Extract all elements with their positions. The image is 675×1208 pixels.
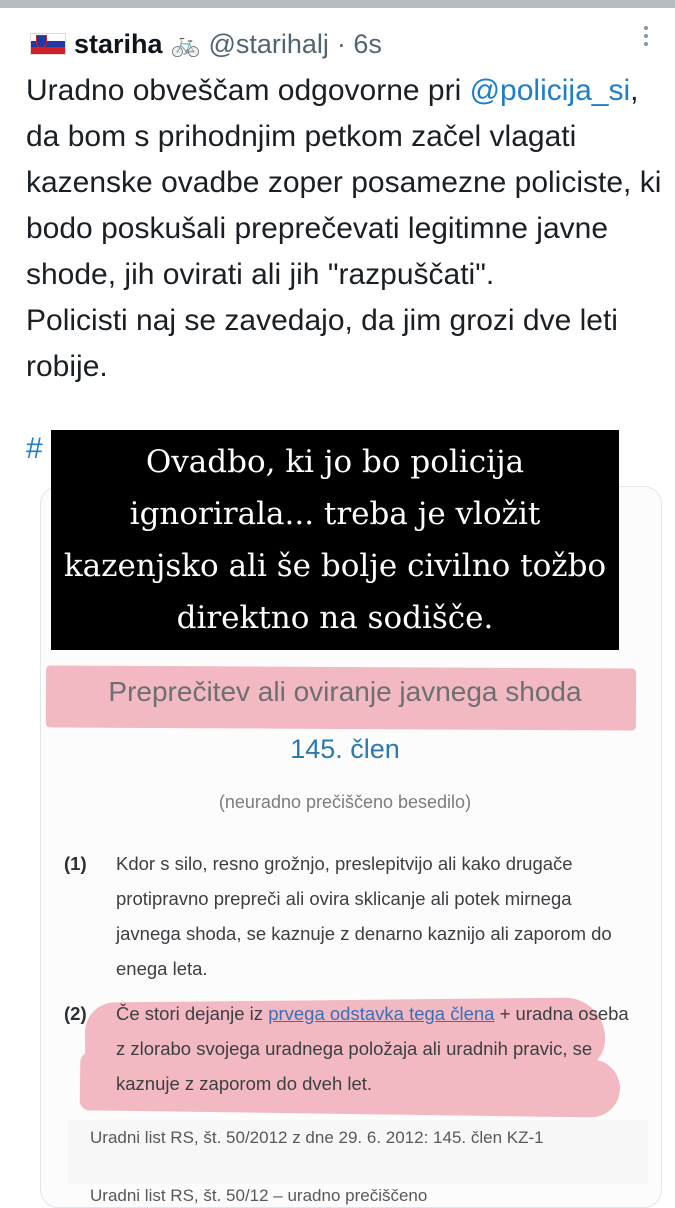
- reference-note: Uradni list RS, št. 50/2012 z dne 29. 6. 2012: 145. člen KZ-1: [68, 1120, 648, 1184]
- tweet-text-part: , da bom s prihodnjim petkom začel vlagati kazenske ovadbe zoper posamezne policiste, ki bodo poskušali preprečevati legitimne javne shode, jih ovirati ali jih "razpuščati".: [26, 74, 662, 291]
- article-number: 145. člen: [290, 734, 400, 764]
- slovenian-flag-icon: [30, 33, 66, 55]
- bicycle-icon: 🚲: [170, 30, 201, 58]
- tweet-paragraph-2: Policisti naj se zavedajo, da jim grozi dve leti robije.: [26, 304, 618, 383]
- display-name[interactable]: stariha: [74, 28, 163, 59]
- paragraph-number: (1): [64, 853, 87, 874]
- hashtag-link[interactable]: #: [26, 432, 43, 465]
- document-title: Preprečitev ali oviranje javnega shoda: [108, 676, 582, 707]
- paragraph-text: [116, 996, 636, 1101]
- tweet-paragraph-1: [26, 68, 666, 298]
- tweet-text-part: Uradno obveščam odgovorne pri: [26, 74, 470, 107]
- mention-link[interactable]: @policija_si: [469, 74, 631, 107]
- user-handle[interactable]: @starihalj: [208, 28, 329, 59]
- tweet-time[interactable]: · 6s: [336, 28, 382, 59]
- tweet-text: [26, 68, 666, 390]
- caption-overlay: Ovadbo, ki jo bo policija ignorirala... treba je vložit kazenjsko ali še bolje civilno tožbo direktno na sodišče.: [51, 430, 619, 650]
- paragraph-2: [64, 996, 629, 1106]
- document-subtitle: (neuradno prečiščeno besedilo): [218, 792, 472, 812]
- paragraph-1: [64, 846, 624, 986]
- more-dots-icon[interactable]: [644, 26, 650, 46]
- paragraph-text: Kdor s silo, resno grožnjo, preslepitvijo ali kako drugače protipravno prepreči ali ovira sklicanje ali potek mirnega javnega shoda, se kaznuje z denarno kaznijo ali zaporom do enega leta.: [116, 853, 612, 979]
- top-status-bar: [0, 0, 675, 8]
- paragraph-number: (2): [64, 1003, 87, 1024]
- paragraph-text-part: + uradna oseba z zlorabo svojega uradnega položaja ali uradnih pravic, se kaznuje z zaporom do dveh let.: [116, 1003, 629, 1094]
- tweet-header: [30, 24, 660, 64]
- paragraph-text-part: Če stori dejanje iz: [116, 1003, 269, 1024]
- reference-note-cut: Uradni list RS, št. 50/12 – uradno prečiščeno: [90, 1186, 428, 1205]
- paragraph-link[interactable]: prvega odstavka tega člena: [268, 1003, 495, 1024]
